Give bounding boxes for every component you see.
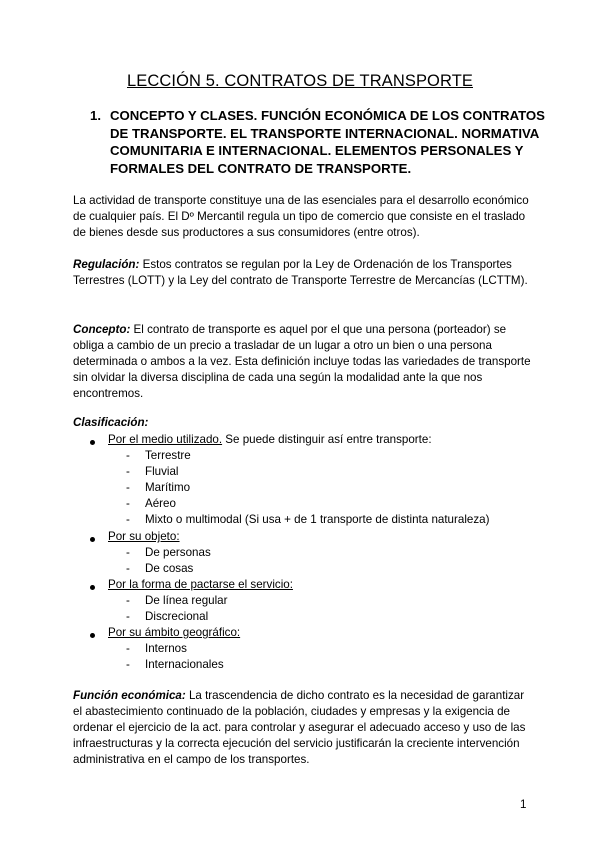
dash-marker: - (126, 642, 130, 655)
bullet-icon (90, 440, 95, 445)
concepto-text: El contrato de transporte es aquel por el que una persona (porteador) se obliga a cambio de un precio a trasladar de un lugar a otro un bien o una persona determinada o ambos a la vez. Esta definición incluye todas las variedades de transporte sin olvidar la diversa disciplina de cada una según la modalidad ante la que nos encontremos. (73, 323, 531, 400)
page-number: 1 (520, 798, 527, 811)
class-item: Aéreo (145, 497, 176, 510)
funcion-label: Función económica: (73, 689, 186, 702)
bullet-icon (90, 633, 95, 638)
class-item: Internos (145, 642, 187, 655)
funcion-paragraph (73, 688, 533, 768)
dash-marker: - (126, 465, 130, 478)
concepto-paragraph (73, 322, 533, 402)
dash-marker: - (126, 610, 130, 623)
concepto-label: Concepto: (73, 323, 131, 336)
dash-marker: - (126, 481, 130, 494)
class-item: Mixto o multimodal (Si usa + de 1 transporte de distinta naturaleza) (145, 513, 490, 526)
class-item: De cosas (145, 562, 194, 575)
class-group-medio (108, 433, 432, 446)
dash-marker: - (126, 513, 130, 526)
bullet-icon (90, 537, 95, 542)
regulacion-label: Regulación: (73, 258, 140, 271)
class-group-forma (108, 578, 293, 591)
class-item: Discrecional (145, 610, 209, 623)
section-heading-number: 1. (90, 108, 101, 123)
class-group-title: Por la forma de pactarse el servicio: (108, 578, 293, 591)
class-group-objeto (108, 530, 180, 543)
regulacion-paragraph (73, 257, 533, 289)
class-group-title: Por su ámbito geográfico: (108, 626, 241, 639)
funcion-text: La trascendencia de dicho contrato es la necesidad de garantizar el abastecimiento continuado de la población, ciudades y empresas y la exigencia de ordenar el ejercicio de la act. para controlar y asegurar el adecuado acceso y uso de las infraestructuras y la correcta ejecución del servicio justificarán la creciente intervención administrativa en el campo de los transportes. (73, 689, 526, 766)
dash-marker: - (126, 658, 130, 671)
class-item: Fluvial (145, 465, 179, 478)
class-group-suffix: Se puede distinguir así entre transporte: (222, 433, 432, 446)
intro-paragraph: La actividad de transporte constituye una de las esenciales para el desarrollo económico de cualquier país. El Dº Mercantil regula un tipo de comercio que consiste en el traslado de bienes desde sus productores a sus consumidores (entre otros). (73, 194, 529, 239)
class-item: De personas (145, 546, 211, 559)
section-heading (90, 107, 560, 177)
bullet-icon (90, 585, 95, 590)
regulacion-text: Estos contratos se regulan por la Ley de Ordenación de los Transportes Terrestres (LOTT) y la Ley del contrato de Transporte Terrestre de Mercancías (LCTTM). (73, 258, 528, 287)
class-item: Internacionales (145, 658, 224, 671)
class-item: Marítimo (145, 481, 191, 494)
class-item: De línea regular (145, 594, 228, 607)
class-group-title: Por su objeto: (108, 530, 180, 543)
class-group-title: Por el medio utilizado. (108, 433, 223, 446)
dash-marker: - (126, 449, 130, 462)
class-group-ambito (108, 626, 240, 639)
dash-marker: - (126, 594, 130, 607)
dash-marker: - (126, 562, 130, 575)
clasificacion-label: Clasificación: (73, 416, 149, 429)
section-heading-text: CONCEPTO Y CLASES. FUNCIÓN ECONÓMICA DE LOS CONTRATOS DE TRANSPORTE. EL TRANSPORTE INTERNACIONAL. NORMATIVA COMUNITARIA E INTERNACIONAL. ELEMENTOS PERSONALES Y FORMALES DEL CONTRATO DE TRANSPORTE. (110, 108, 545, 176)
class-item: Terrestre (145, 449, 191, 462)
dash-marker: - (126, 546, 130, 559)
page-title: LECCIÓN 5. CONTRATOS DE TRANSPORTE (127, 72, 473, 90)
dash-marker: - (126, 497, 130, 510)
